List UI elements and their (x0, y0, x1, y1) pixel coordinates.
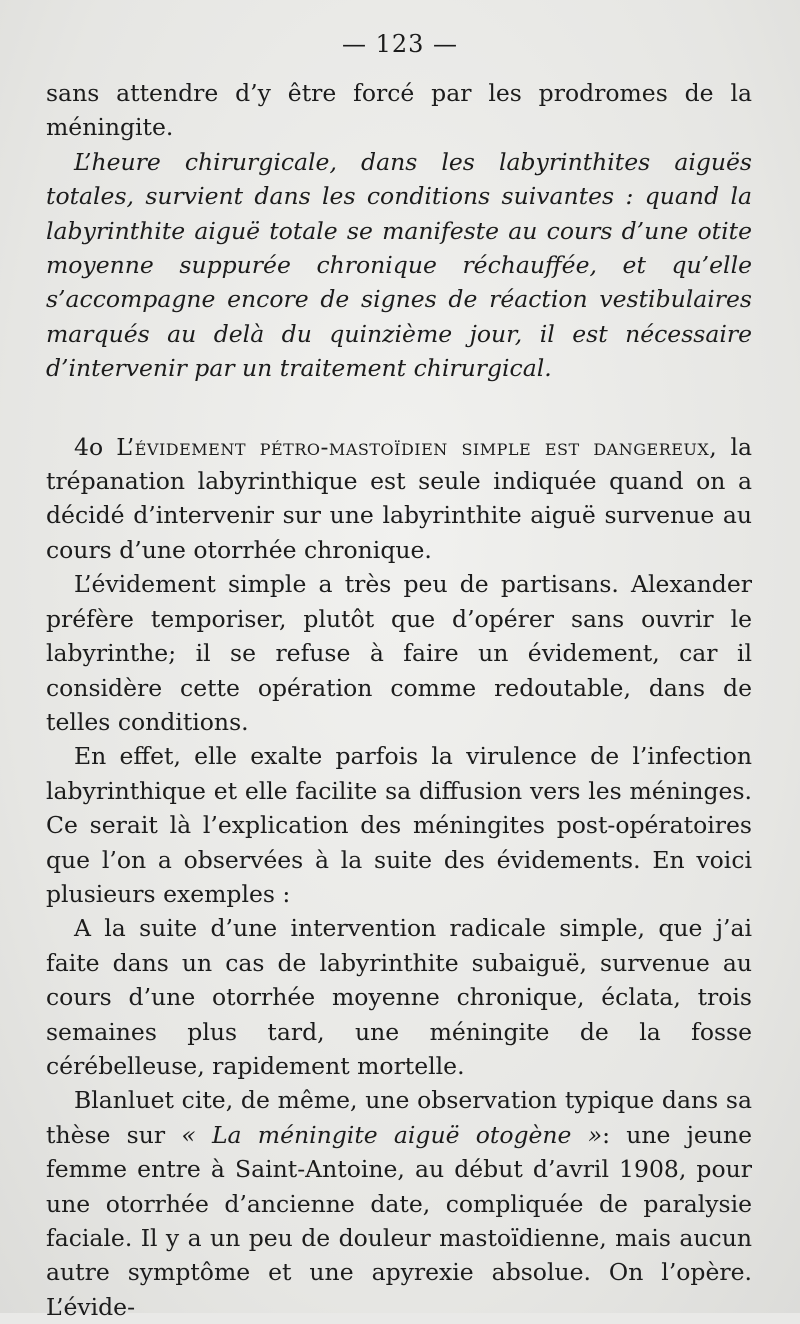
section-spacer (46, 386, 752, 430)
paragraph-section-4 (46, 430, 752, 568)
page-number: — 123 — (341, 30, 459, 58)
section-number: 4o (74, 432, 104, 461)
paragraph-simple-evidement: L’évidement simple a très peu de partisans. Alexander préfère temporiser, plutôt que d’opérer sans ouvrir le labyrinthe; il se refuse à faire un évidement, car il considère cette opération comme redoutable, dans de telles conditions. (46, 570, 752, 736)
section-text: la trépanation labyrinthique est seule indiquée quand on a décidé d’intervenir sur une labyrinthite aiguë survenue au cours d’une otorrhée chronique. (46, 432, 752, 564)
page-body (46, 76, 752, 1324)
paragraph-effect: En effet, elle exalte parfois la virulence de l’infection labyrinthique et elle facilite sa diffusion vers les méninges. Ce serait là l’explication des méningites post-opératoires que l’on a observées à la suite des évidements. En voici plusieurs exemples : (46, 742, 752, 908)
paragraph-continuation: sans attendre d’y être forcé par les prodromes de la méningite. (46, 79, 752, 142)
blanluet-before: Blanluet cite, de même, une observation typique dans sa thèse sur (46, 1086, 752, 1149)
paragraph-example-case: A la suite d’une intervention radicale simple, que j’ai faite dans un cas de labyrinthite subaiguë, survenue au cours d’une otorrhée moyenne chronique, éclata, trois semaines plus tard, une méningite de la fosse cérébelleuse, rapidement mortelle. (46, 914, 752, 1080)
paragraph-surgical-timing: L’heure chirurgicale, dans les labyrinthites aiguës totales, survient dans les conditions suivantes : quand la labyrinthite aiguë totale se manifeste au cours d’une otite moyenne suppurée chronique réchauffée, et qu’elle s’accompagne encore de signes de réaction vestibulaires marqués au delà du quinzième jour, il est nécessaire d’intervenir par un traitement chirurgical. (46, 147, 752, 383)
thesis-title: « La méningite aiguë otogène » (181, 1120, 603, 1149)
blanluet-after: : une jeune femme entre à Saint-Antoine, au début d’avril 1908, pour une otorrhée d’ancienne date, compliquée de paralysie faciale. Il y a un peu de douleur mastoïdienne, mais aucun autre symptôme et une apyrexie absolue. On l’opère. L’évide- (46, 1120, 752, 1321)
paragraph-blanluet (46, 1083, 752, 1324)
section-heading: L’évidement pétro-mastoïdien simple est dangereux, (116, 432, 718, 461)
